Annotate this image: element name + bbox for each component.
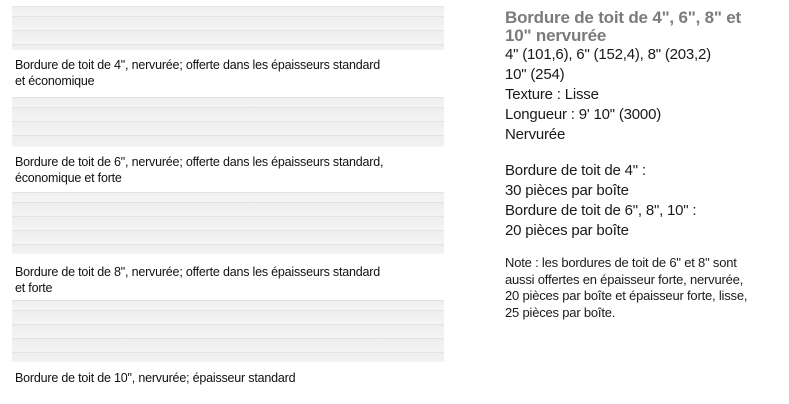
spec-sizes-line1: 4" (101,6), 6" (152,4), 8" (203,2) xyxy=(505,46,711,63)
spec-finish: Nervurée xyxy=(505,126,566,143)
caption-10in xyxy=(15,370,445,386)
spec-title-line2: 10" nervurée xyxy=(505,26,607,45)
caption-4in xyxy=(15,57,445,89)
caption-8in-line2: et forte xyxy=(15,281,53,295)
spec-title xyxy=(505,9,787,45)
spec-note xyxy=(505,255,787,321)
pack-4in-label: Bordure de toit de 4" : xyxy=(505,162,646,179)
caption-6in xyxy=(15,154,445,186)
spec-title-line1: Bordure de toit de 4", 6", 8" et xyxy=(505,8,741,27)
pack-other-value: 20 pièces par boîte xyxy=(505,222,629,239)
note-line4: 25 pièces par boîte. xyxy=(505,304,616,320)
spec-panel xyxy=(505,9,787,321)
note-line3: 20 pièces par boîte et épaisseur forte, lisse, xyxy=(505,288,748,303)
pack-other-label: Bordure de toit de 6", 8", 10" : xyxy=(505,202,697,219)
spec-texture: Texture : Lisse xyxy=(505,86,599,103)
spec-length: Longueur : 9' 10" (3000) xyxy=(505,106,662,123)
caption-6in-line1: Bordure de toit de 6", nervurée; offerte dans les épaisseurs standard, xyxy=(15,155,384,169)
note-line1: Note : les bordures de toit de 6" et 8" sont xyxy=(505,255,737,270)
caption-8in-line1: Bordure de toit de 8", nervurée; offerte dans les épaisseurs standard xyxy=(15,265,380,279)
caption-4in-line1: Bordure de toit de 4", nervurée; offerte dans les épaisseurs standard xyxy=(15,58,380,72)
product-image-8in xyxy=(12,192,444,254)
spec-details xyxy=(505,45,787,145)
spec-sizes-line2: 10" (254) xyxy=(505,66,565,83)
pack-4in-value: 30 pièces par boîte xyxy=(505,182,629,199)
spec-packaging xyxy=(505,161,787,241)
note-line2: aussi offertes en épaisseur forte, nervurée, xyxy=(505,271,744,287)
caption-4in-line2: et économique xyxy=(15,74,95,88)
product-image-10in xyxy=(12,300,444,362)
product-image-4in xyxy=(12,6,444,50)
caption-6in-line2: économique et forte xyxy=(15,171,122,185)
caption-10in-line1: Bordure de toit de 10", nervurée; épaisseur standard xyxy=(15,371,296,385)
caption-8in xyxy=(15,264,445,296)
product-image-6in xyxy=(12,97,444,147)
